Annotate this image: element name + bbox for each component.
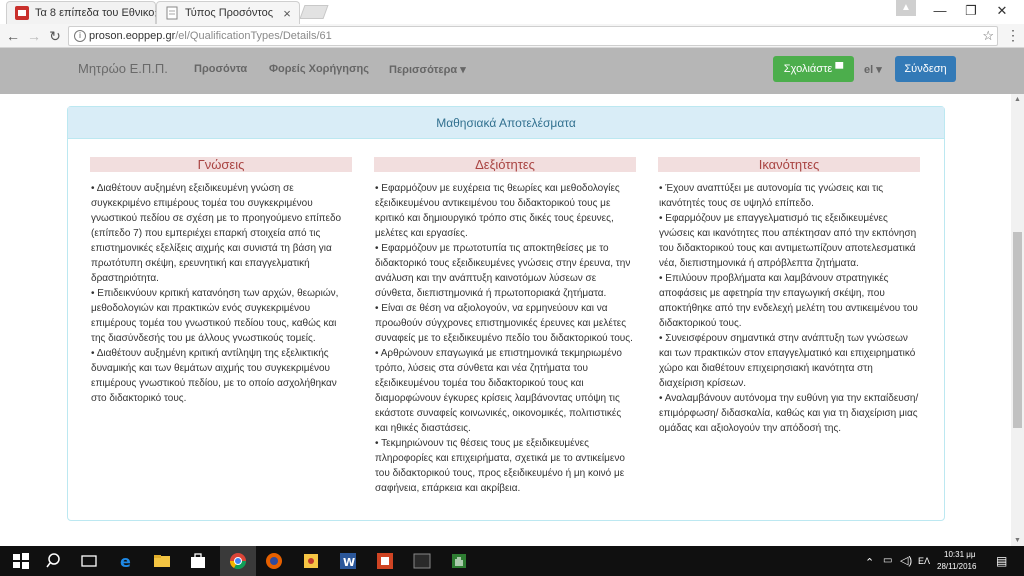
outcome-item: • Αρθρώνουν επαγωγικά με επιστημονικά τεκμηριωμένο τρόπο, λύσεις στα σύνθετα και νέα ζητήματα του εξειδικευμένου τομέα του διδακτορικού τους και διαμορφώνουν έγκυρες κρίσεις λαμβάνοντας υπόψη τις εκάστοτε συναφείς κοινωνικές, οικονομικές, πολιτιστικές και ηθικές διαστάσεις. — [375, 348, 622, 434]
outcome-item: • Εφαρμόζουν με επαγγελματισμό τις εξειδικευμένες γνώσεις και ικανότητες που απέκτησαν από την εκπόνηση του διδακτορικού τους και αντιμετωπίζουν αποτελεσματικά νέα, διεπιστημονικά ή απρόβλεπτα ζητήματα. — [659, 213, 917, 269]
address-bar[interactable] — [68, 26, 998, 46]
page-favicon-icon — [165, 6, 179, 20]
caret-down-icon: ▾ — [876, 64, 882, 76]
powerpoint-icon[interactable] — [376, 552, 394, 570]
search-icon[interactable] — [46, 552, 64, 570]
file-explorer-icon[interactable] — [153, 552, 171, 570]
edge-browser-icon[interactable] — [118, 552, 136, 570]
word-icon[interactable] — [339, 552, 357, 570]
learning-outcomes-panel — [67, 106, 945, 521]
column-title: Ικανότητες — [658, 157, 920, 172]
close-window-icon[interactable]: ✕ — [996, 3, 1008, 18]
outcome-item: • Επιδεικνύουν κριτική κατανόηση των αρχών, θεωριών, μεθοδολογιών και πρακτικών ενός συγκεκριμένου επιμέρους τομέα του γνωστικού πεδίου τους, καθώς και της διασύνδεσής του με άλλους γνωστικούς τομείς. — [91, 288, 339, 344]
nav-awarding-bodies[interactable]: Φορείς Χορήγησης — [269, 63, 369, 75]
column-text — [658, 181, 920, 436]
outcome-item: • Διαθέτουν αυξημένη κριτική αντίληψη της εξελικτικής δυναμικής και των θεμάτων αιχμής του συγκεκριμένου επιμέρους γνωστικού πεδίου, με το οποίο ασχολήθηκαν στο διδακτορικό τους. — [91, 348, 337, 404]
bookmark-star-icon[interactable]: ☆ — [982, 28, 994, 43]
column-title: Γνώσεις — [90, 157, 352, 172]
column-text — [90, 181, 352, 406]
outcome-item: • Είναι σε θέση να αξιολογούν, να ερμηνεύουν και να προωθούν σύγχρονες επιστημονικές έρευνες και μελέτες συναφείς με το εξειδικευμένο πεδίο του διδακτορικού τους. — [375, 303, 633, 344]
outcome-item: • Εφαρμόζουν με πρωτοτυπία τις αποκτηθείσες με το διδακτορικό τους εξειδικευμένες γνώσεις στην έρευνα, την ανάλυση και την ανάπτυξη καινοτόμων λύσεων σε σύνθετα, διεπιστημονικά ή πρωτοποριακά ζητήματα. — [375, 243, 631, 299]
language-selector[interactable] — [864, 63, 882, 76]
comment-button-label: Σχολιάστε — [783, 63, 833, 75]
svg-text:e: e — [120, 552, 131, 571]
reload-icon[interactable]: ↻ — [49, 28, 61, 44]
maximize-icon[interactable]: ❐ — [965, 3, 977, 18]
column-title: Δεξιότητες — [374, 157, 636, 172]
skills-column — [374, 157, 636, 496]
url-host: proson.eoppep.gr — [89, 30, 176, 42]
login-button[interactable]: Σύνδεση — [895, 56, 956, 82]
browser-menu-icon[interactable]: ⋮ — [1006, 27, 1020, 43]
network-icon[interactable]: ▭ — [883, 555, 893, 566]
site-header — [0, 48, 1024, 94]
column-text — [374, 181, 636, 496]
browser-tab-1[interactable] — [6, 1, 156, 24]
browser-tab-bar — [0, 0, 1024, 24]
outcome-item: • Επιλύουν προβλήματα και λαμβάνουν στρατηγικές αποφάσεις με αφετηρία την επαγωγική σκέψη, που αποκτήθηκε από την ενδελεχή μελέτη του αντικειμένου του διδακτορικού τους. — [659, 273, 918, 329]
outcome-item: • Αναλαμβάνουν αυτόνομα την ευθύνη για την εκπαίδευση/ επιμόρφωση/ διδασκαλία, καθώς και για τη διαχείριση μιας ομάδας και αξιολογούν την απόδοσή της. — [659, 393, 919, 434]
panel-title: Μαθησιακά Αποτελέσματα — [68, 107, 944, 139]
close-tab-icon[interactable]: × — [283, 5, 291, 21]
outcome-item: • Έχουν αναπτύξει με αυτονομία τις γνώσεις και τις ικανότητές τους σε υψηλό επίπεδο. — [659, 183, 884, 209]
minimize-icon[interactable]: — — [933, 3, 947, 18]
comment-icon: ▀ — [835, 63, 844, 75]
chrome-icon[interactable] — [229, 552, 247, 570]
competences-column — [658, 157, 920, 436]
site-favicon-icon — [15, 6, 29, 20]
store-icon[interactable] — [189, 552, 207, 570]
outcome-item: • Τεκμηριώνουν τις θέσεις τους με εξειδικευμένες πληροφορίες και επιχειρήματα, σχετικά με το αντικείμενο του διδακτορικού τους, προς εξειδικευμένο ή μη κοινό με σαφήνεια, επάρκεια και ακρίβεια. — [375, 438, 625, 494]
profile-icon[interactable]: ▲ — [896, 0, 916, 16]
svg-text:W: W — [343, 556, 356, 569]
language-label: el — [864, 64, 874, 76]
notes-app-icon[interactable] — [302, 552, 320, 570]
nav-more[interactable] — [389, 63, 466, 76]
forward-icon[interactable]: → — [27, 28, 41, 44]
clock-time[interactable]: 10:31 μμ — [944, 550, 976, 559]
browser-tab-2[interactable] — [156, 1, 300, 24]
outcome-item: • Εφαρμόζουν με ευχέρεια τις θεωρίες και μεθοδολογίες εξειδικευμένου αντικειμένου του διδακτορικού τους με κριτικό και δημιουργικό τρόπο στις δικές τους έρευνες, μελέτες και εργασίες. — [375, 183, 620, 239]
new-tab-button[interactable] — [299, 5, 328, 19]
tab-label: Τα 8 επίπεδα του Εθνικο — [35, 7, 155, 19]
site-brand[interactable]: Μητρώο Ε.Π.Π. — [78, 61, 168, 76]
url-path: /el/QualificationTypes/Details/61 — [175, 30, 332, 42]
notifications-icon[interactable]: ▤ — [996, 554, 1008, 568]
scroll-up-icon[interactable]: ▲ — [1014, 96, 1021, 103]
caret-down-icon: ▾ — [460, 64, 466, 76]
app-window-icon[interactable] — [413, 552, 431, 570]
page-scrollbar[interactable] — [1011, 94, 1024, 546]
outcome-item: • Διαθέτουν αυξημένη εξειδικευμένη γνώση σε συγκεκριμένο επιμέρους τομέα του συγκεκριμένου γνωστικού πεδίου σε σχέση με το προηγούμενο επίπεδο (επίπεδο 7) που εμπεριέχει επαρκή στοιχεία από τις επιστημονικές εξελίξεις αιχμής και συνιστά τη βάση για πρωτότυπη σκέψη, ερευνητική και επαγγελματική δραστηριότητα. — [91, 183, 342, 284]
nav-more-label: Περισσότερα — [389, 64, 458, 76]
back-icon[interactable]: ← — [6, 28, 20, 44]
keyboard-language[interactable]: ΕΛ — [918, 556, 931, 566]
scrollbar-thumb[interactable] — [1013, 232, 1022, 428]
clock-date[interactable]: 28/11/2016 — [937, 562, 977, 571]
firefox-icon[interactable] — [265, 552, 283, 570]
hand-app-icon[interactable] — [450, 552, 468, 570]
windows-taskbar — [0, 546, 1024, 576]
volume-icon[interactable]: ◁) — [900, 555, 913, 567]
main-content — [0, 94, 1011, 546]
windows-start-icon[interactable] — [12, 552, 30, 570]
browser-toolbar — [0, 24, 1024, 48]
knowledge-column — [90, 157, 352, 406]
outcome-item: • Συνεισφέρουν σημαντικά στην ανάπτυξη των γνώσεων και των πρακτικών στον επαγγελματικό και επιχειρηματικό χώρο και διαθέτουν επιχειρησιακή ικανότητα στη διαχείριση κρίσεων. — [659, 333, 916, 389]
tray-chevron-icon[interactable]: ⌃ — [865, 557, 875, 569]
comment-button[interactable] — [773, 56, 854, 82]
tab-label: Τύπος Προσόντος — [185, 7, 274, 19]
task-view-icon[interactable] — [80, 552, 98, 570]
nav-qualifications[interactable]: Προσόντα — [194, 63, 248, 75]
info-icon[interactable]: i — [74, 30, 86, 42]
scroll-down-icon[interactable]: ▼ — [1014, 537, 1021, 544]
